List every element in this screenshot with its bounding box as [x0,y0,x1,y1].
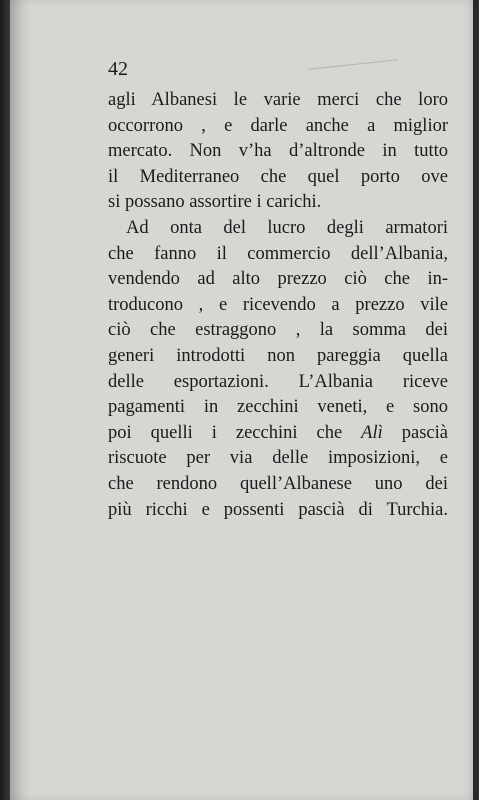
text-line: poi quelli i zecchini che Alì pascià [108,422,448,443]
text-line: che fanno il commercio dell’Albania, [108,243,448,264]
page-gutter-shadow [0,0,10,800]
text-line: occorrono , e darle anche a miglior [108,115,448,136]
text-line: il Mediterraneo che quel porto ove [108,166,448,187]
text-line: delle esportazioni. L’Albania riceve [108,371,448,392]
text-line: agli Albanesi le varie merci che loro [108,90,448,110]
text-line: Ad onta del lucro degli armatori [126,217,448,238]
text-line: mercato. Non v’ha d’altronde in tutto [108,141,448,162]
paper-mark [308,59,398,69]
text-line: pagamenti in zecchini veneti, e sono [108,397,448,418]
text-line: riscuote per via delle imposizioni, e [108,448,448,469]
text-line: più ricchi e possenti pascià di Turchia. [108,499,448,520]
text-line: si possano assortire i carichi. [108,192,322,213]
text-line: generi introdotti non pareggia quella [108,345,448,366]
book-page [8,0,473,800]
page-number: 42 [108,58,128,80]
name-ali: Alì [361,422,383,443]
text-line: troducono , e ricevendo a prezzo vile [108,294,448,315]
text-line: che rendono quell’Albanese uno dei [108,473,448,494]
text-line: ciò che estraggono , la somma dei [108,320,448,341]
body-text [108,88,448,523]
text-line: vendendo ad alto prezzo ciò che in- [108,269,448,290]
